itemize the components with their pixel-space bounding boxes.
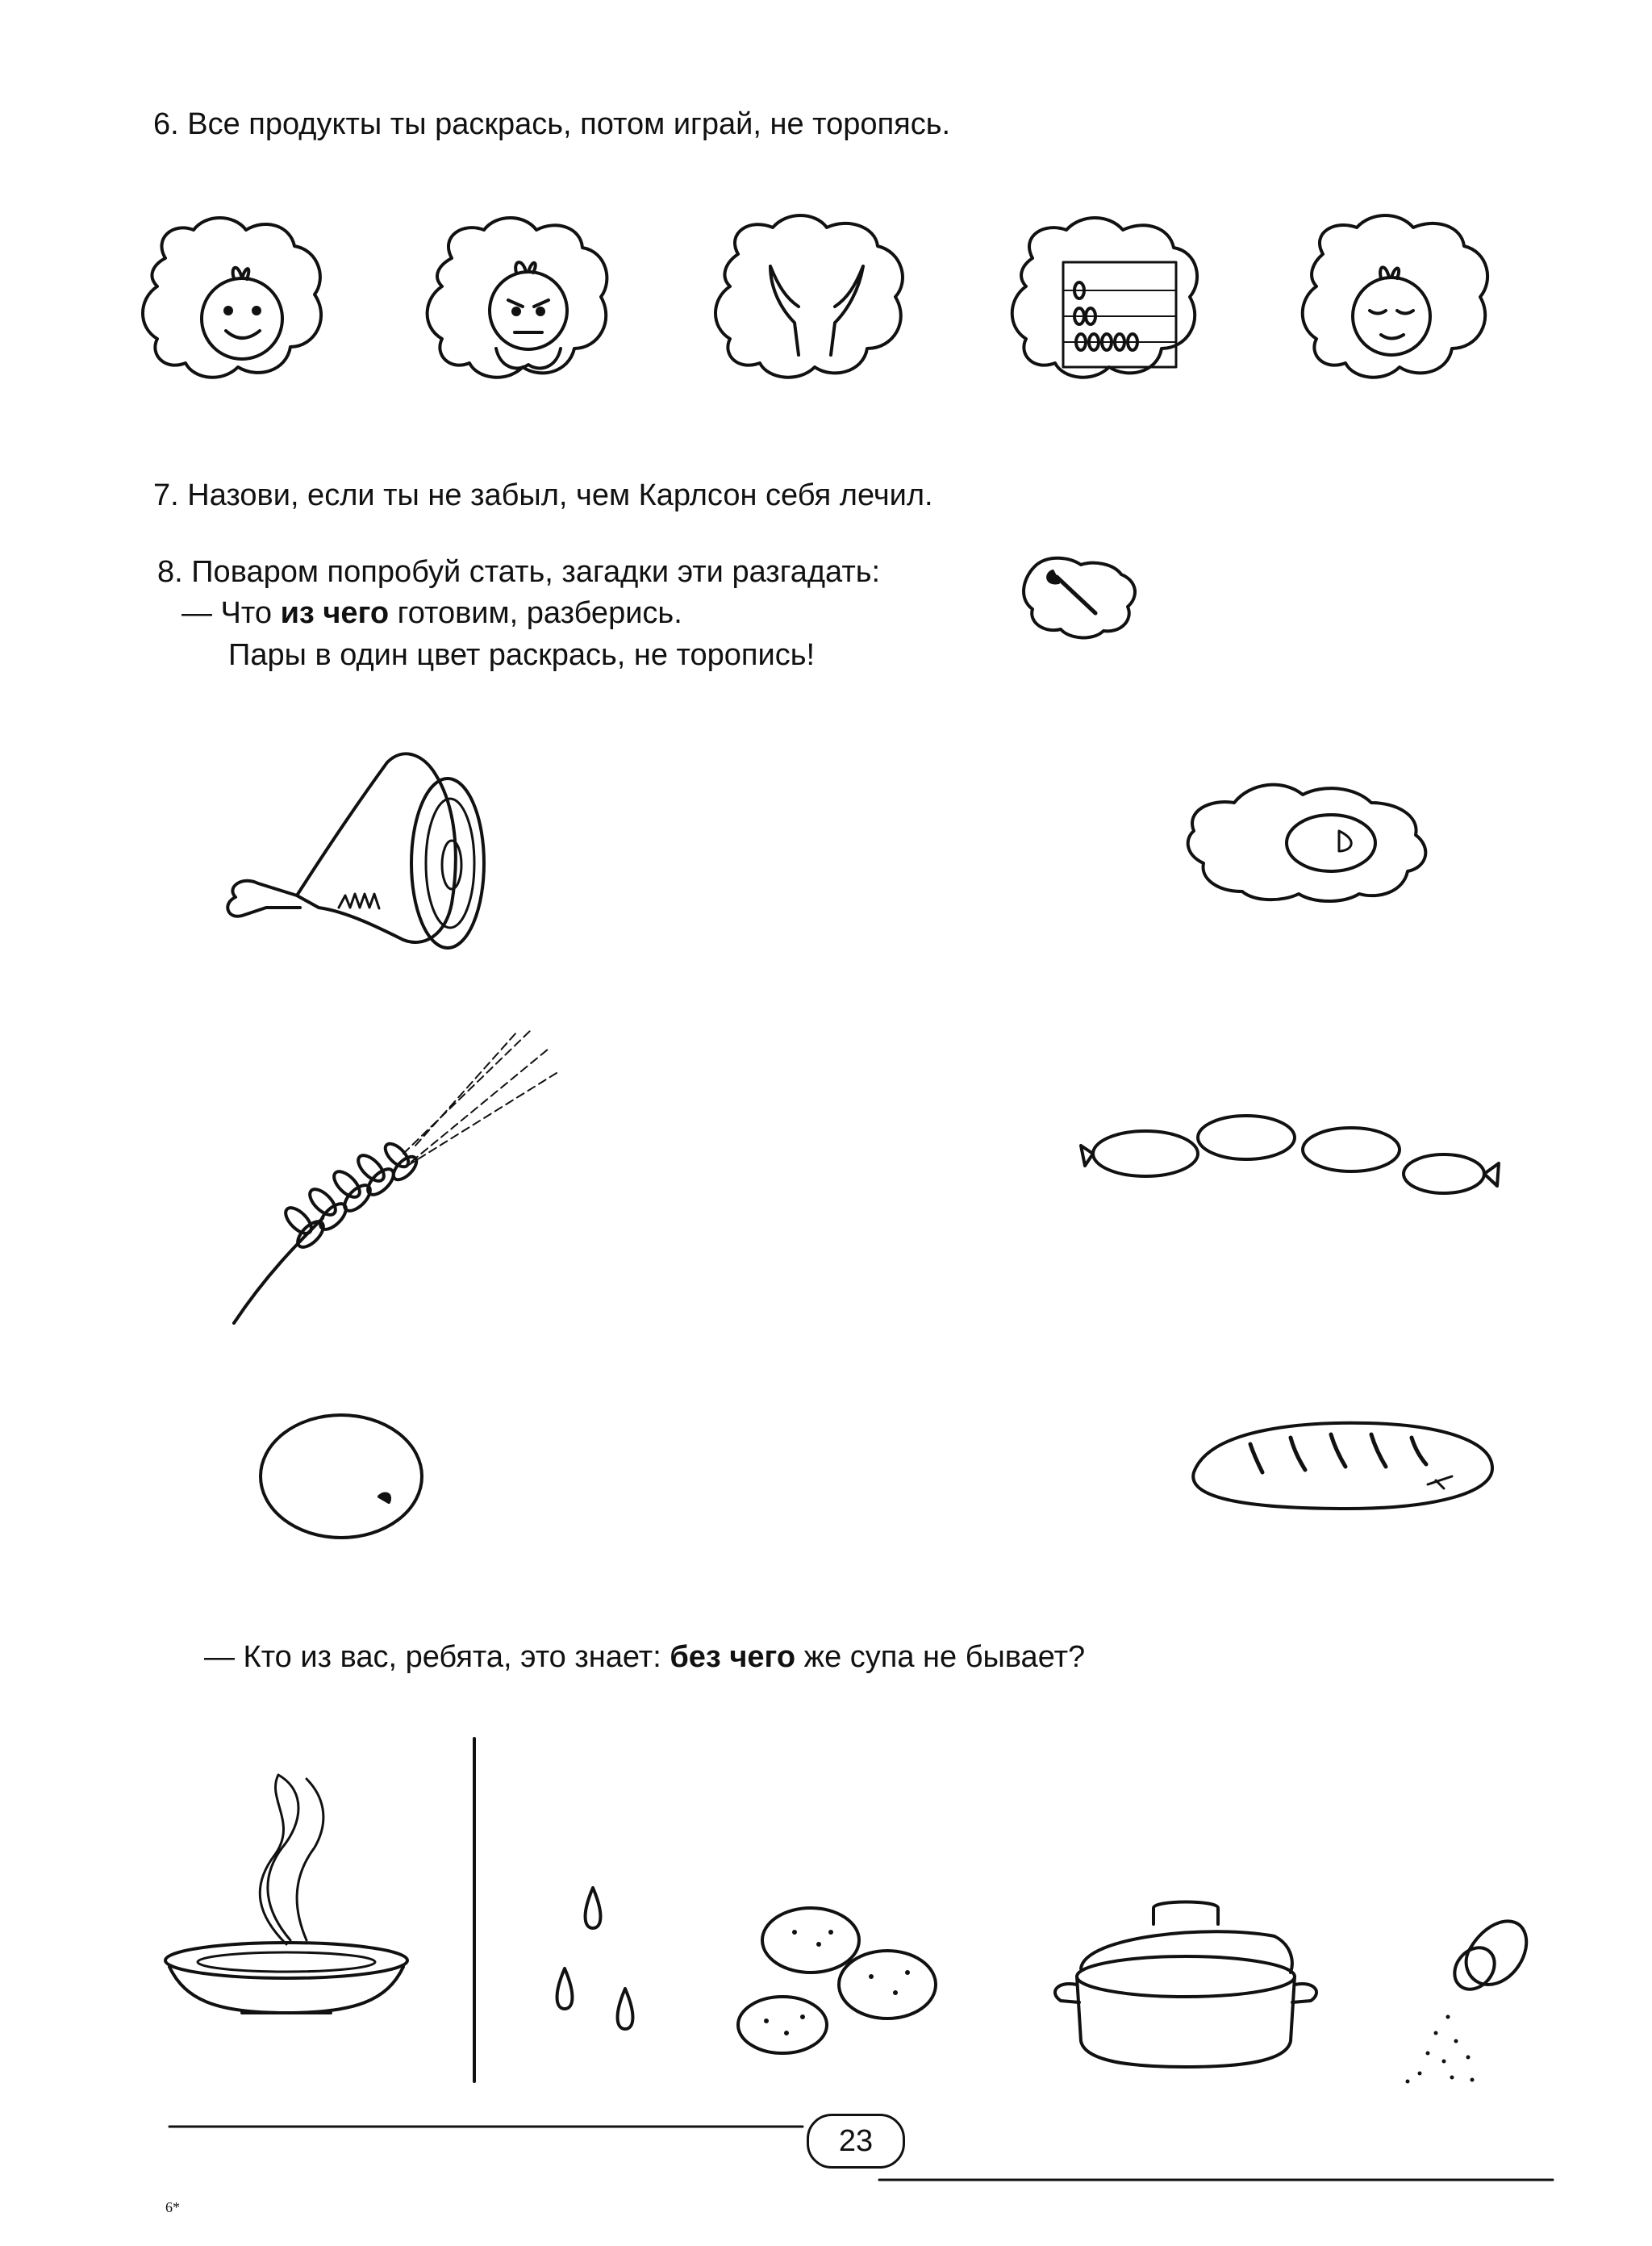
- task-8-line-1: 8. Поваром попробуй стать, загадки эти разгадать:: [157, 555, 881, 589]
- potatoes-icon: [738, 1908, 936, 2053]
- task-8-line-3: Пары в один цвет раскрась, не торопись!: [228, 638, 816, 672]
- ham-icon: [227, 754, 484, 948]
- abacus-icon: [1012, 218, 1197, 378]
- water-drops-icon: [557, 1888, 633, 2029]
- soup-bowl-icon: [165, 1775, 407, 2013]
- cooking-pot-icon: [1055, 1902, 1316, 2068]
- smiling-child-icon: [143, 218, 321, 378]
- soup-question: — Кто из вас, ребята, это знает: без чего же супа не бывает?: [204, 1640, 1086, 1674]
- egg-icon: [261, 1415, 422, 1538]
- task-7-text: 7. Назови, если ты не забыл, чем Карлсон себя лечил.: [153, 478, 933, 512]
- corner-mark: 6*: [165, 2199, 180, 2215]
- angry-child-icon: [428, 218, 607, 378]
- page-number: 23: [807, 2114, 905, 2169]
- sleeping-child-icon: [1303, 215, 1487, 378]
- hands-icon: [715, 215, 903, 378]
- sausages-icon: [1081, 1116, 1499, 1193]
- fried-egg-icon: [1188, 785, 1426, 901]
- salt-shaker-icon: [1406, 1921, 1527, 2083]
- paintbrush-icon: [1024, 558, 1135, 638]
- wheat-ear-icon: [234, 1029, 557, 1323]
- task-6-text: 6. Все продукты ты раскрась, потом играй, не торопясь.: [153, 107, 951, 141]
- bread-loaf-icon: [1193, 1423, 1492, 1509]
- task-8-line-2: — Что из чего готовим, разберись.: [181, 596, 682, 630]
